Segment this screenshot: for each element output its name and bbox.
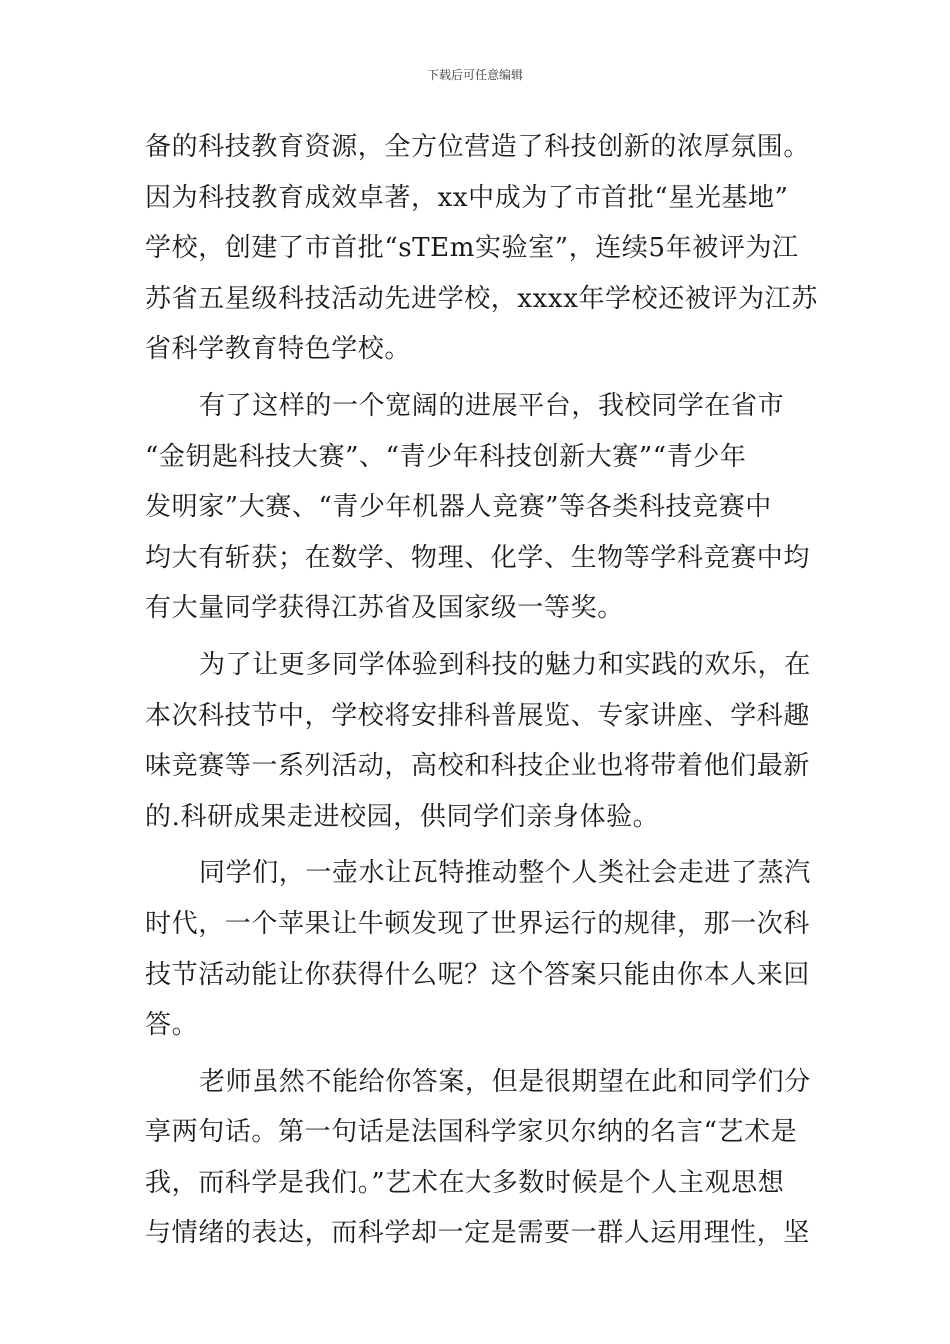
paragraph-line: 享两句话。第一句话是法国科学家贝尔纳的名言“艺术是 xyxy=(145,1117,798,1148)
paragraph-2 xyxy=(145,381,809,634)
paragraph-line: 因为科技教育成效卓著，xx中成为了市首批“星光基地” xyxy=(145,182,789,213)
paragraph-line: 苏省五星级科技活动先进学校，xxxx年学校还被评为江苏 xyxy=(145,283,818,314)
paragraph-1 xyxy=(145,122,818,375)
paragraph-line: 备的科技教育资源，全方位营造了科技创新的浓厚氛围。 xyxy=(145,132,811,162)
paragraph-line: 技节活动能让你获得什么呢？这个答案只能由你本人来回 xyxy=(145,959,811,990)
paragraph-3 xyxy=(145,640,809,842)
paragraph-line: 与情绪的表达，而科学却一定是需要一群人运用理性，坚 xyxy=(145,1218,811,1249)
paragraph-line: 有大量同学获得江苏省及国家级一等奖。 xyxy=(145,593,624,624)
paragraph-line: 老师虽然不能给你答案，但是很期望在此和同学们分 xyxy=(199,1066,811,1097)
paragraph-line: 同学们，一壶水让瓦特推动整个人类社会走进了蒸汽 xyxy=(199,858,811,889)
paragraph-line: 为了让更多同学体验到科技的魅力和实践的欢乐，在 xyxy=(199,649,811,680)
paragraph-4 xyxy=(145,848,809,1050)
paragraph-line: 均大有斩获；在数学、物理、化学、生物等学科竞赛中均 xyxy=(145,542,811,573)
document-body xyxy=(145,122,818,1259)
paragraph-line: 发明家”大赛、“青少年机器人竞赛”等各类科技竞赛中 xyxy=(145,492,772,523)
paragraph-line: 我，而科学是我们。”艺术在大多数时候是个人主观思想 xyxy=(145,1167,785,1198)
page-header-note: 下载后可任意编辑 xyxy=(426,68,523,82)
paragraph-5 xyxy=(145,1057,809,1259)
paragraph-line: 本次科技节中，学校将安排科普展览、专家讲座、学科趣 xyxy=(145,700,811,731)
paragraph-line: 答。 xyxy=(145,1010,199,1041)
paragraph-line: 味竞赛等一系列活动，高校和科技企业也将带着他们最新 xyxy=(145,751,811,782)
paragraph-line: 的.科研成果走进校园，供同学们亲身体验。 xyxy=(145,801,660,832)
paragraph-line: 有了这样的一个宽阔的进展平台，我校同学在省市 xyxy=(199,390,785,421)
paragraph-line: “金钥匙科技大赛”、“青少年科技创新大赛”“青少年 xyxy=(145,441,747,472)
paragraph-line: 省科学教育特色学校。 xyxy=(145,334,412,365)
paragraph-line: 学校，创建了市首批“sTEm实验室”，连续5年被评为江 xyxy=(145,233,799,264)
paragraph-line: 时代，一个苹果让牛顿发现了世界运行的规律，那一次科 xyxy=(145,908,811,939)
